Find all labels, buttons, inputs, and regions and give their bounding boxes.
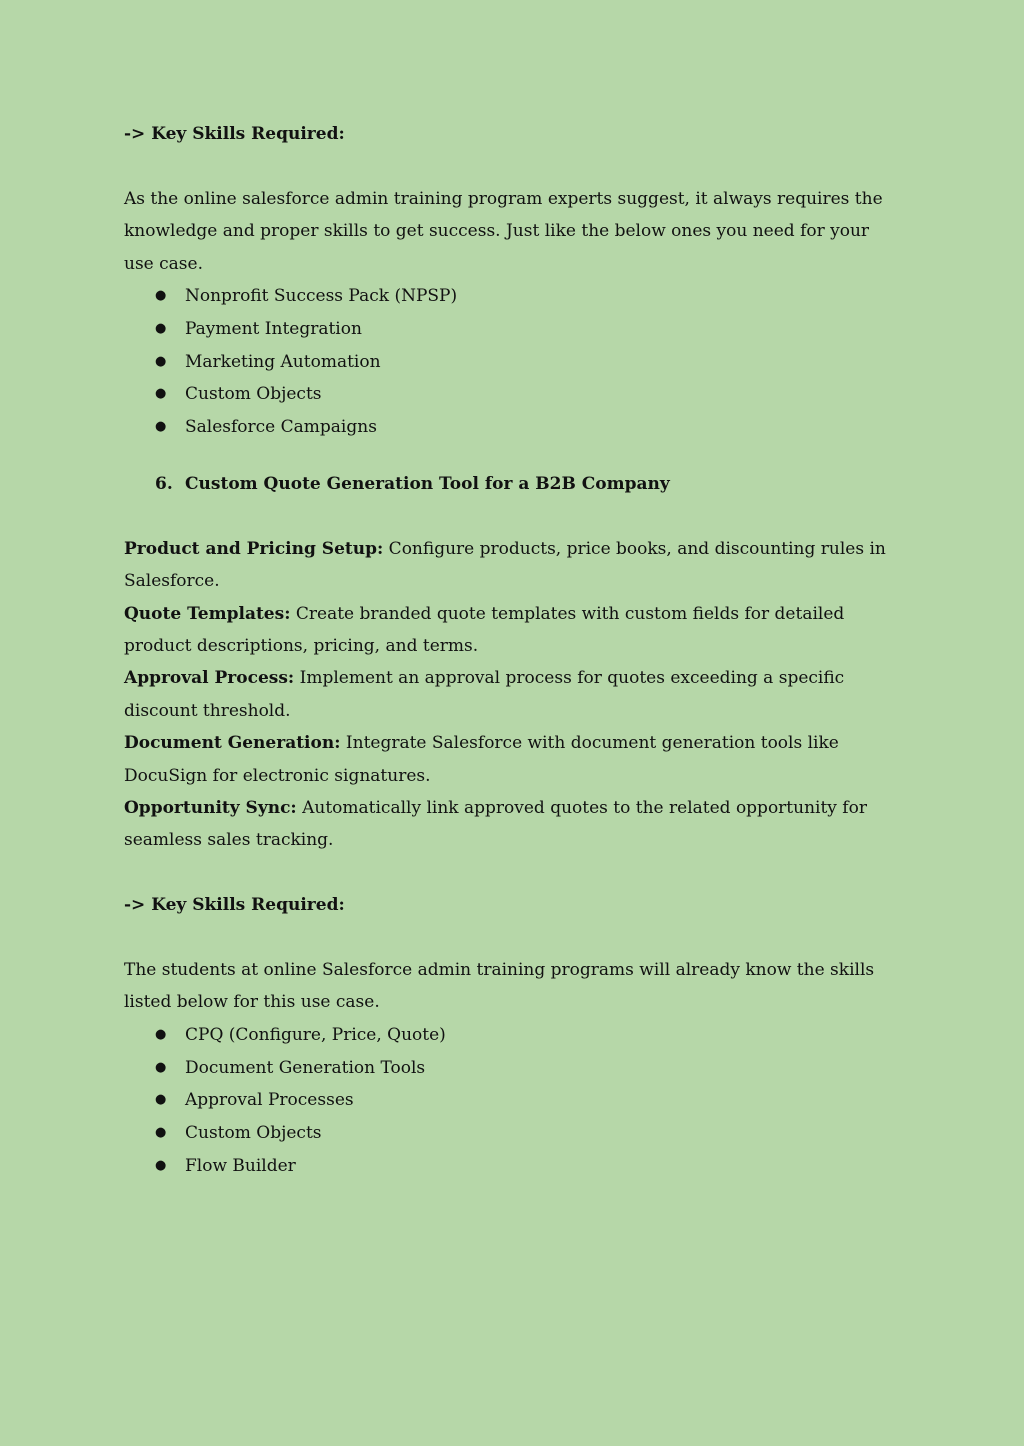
bullet-icon: ● bbox=[155, 353, 167, 369]
bullet-icon: ● bbox=[155, 1059, 167, 1075]
bullet-icon: ● bbox=[155, 1026, 167, 1042]
list-item-text: Custom Objects bbox=[185, 384, 322, 405]
list-item bbox=[124, 1117, 904, 1150]
list-item bbox=[124, 378, 904, 411]
project-detail bbox=[124, 598, 904, 663]
detail-text: Implement an approval process for quotes exceeding a specific discount threshold. bbox=[124, 668, 845, 721]
bullet-icon: ● bbox=[155, 419, 167, 435]
list-item bbox=[124, 1084, 904, 1117]
project-6-title bbox=[124, 468, 904, 500]
list-item bbox=[124, 280, 904, 313]
bullet-icon: ● bbox=[155, 1158, 167, 1174]
spacer bbox=[124, 922, 904, 954]
list-item-text: Payment Integration bbox=[185, 318, 362, 339]
project-detail bbox=[124, 792, 904, 857]
list-item bbox=[124, 1052, 904, 1085]
detail-text: Create branded quote templates with custom fields for detailed product descriptions, pricing, and terms. bbox=[124, 603, 845, 657]
spacer bbox=[124, 150, 904, 182]
detail-text: Automatically link approved quotes to the related opportunity for seamless sales tracking. bbox=[124, 798, 867, 851]
list-item bbox=[124, 346, 904, 379]
project-number: 6. bbox=[155, 474, 173, 494]
detail-label: Document Generation: bbox=[124, 733, 341, 754]
list-item bbox=[124, 1150, 904, 1183]
list-item-text: Marketing Automation bbox=[185, 351, 381, 372]
skills-list-2 bbox=[124, 1019, 904, 1183]
list-item-text: Nonprofit Success Pack (NPSP) bbox=[185, 286, 458, 307]
skills-list-1 bbox=[124, 280, 904, 444]
bullet-icon: ● bbox=[155, 386, 167, 402]
detail-label: Product and Pricing Setup: bbox=[124, 538, 384, 559]
detail-label: Opportunity Sync: bbox=[124, 798, 297, 819]
list-item-text: CPQ (Configure, Price, Quote) bbox=[185, 1024, 446, 1045]
list-item bbox=[124, 411, 904, 444]
bullet-icon: ● bbox=[155, 320, 167, 336]
key-skills-intro-1: As the online salesforce admin training program experts suggest, it always requires the knowledge and proper skills to get success. Just like the below ones you need for your use case. bbox=[124, 188, 883, 274]
detail-label: Quote Templates: bbox=[124, 603, 291, 624]
project-title-text: Custom Quote Generation Tool for a B2B Company bbox=[185, 474, 670, 494]
key-skills-heading-1: -> Key Skills Required: bbox=[124, 124, 345, 144]
list-item-text: Document Generation Tools bbox=[185, 1057, 426, 1078]
project-detail bbox=[124, 533, 904, 598]
list-item bbox=[124, 1019, 904, 1052]
list-item-text: Salesforce Campaigns bbox=[185, 417, 377, 438]
list-item-text: Approval Processes bbox=[185, 1090, 354, 1111]
list-item-text: Flow Builder bbox=[185, 1156, 296, 1177]
detail-text: Configure products, price books, and discounting rules in Salesforce. bbox=[124, 538, 886, 592]
detail-text: Integrate Salesforce with document generation tools like DocuSign for electronic signatures. bbox=[124, 733, 839, 786]
bullet-icon: ● bbox=[155, 1092, 167, 1108]
document-body bbox=[124, 118, 904, 1183]
project-detail bbox=[124, 662, 904, 727]
key-skills-heading-2: -> Key Skills Required: bbox=[124, 895, 345, 916]
project-detail bbox=[124, 727, 904, 792]
bullet-icon: ● bbox=[155, 1125, 167, 1141]
list-item bbox=[124, 313, 904, 346]
list-item-text: Custom Objects bbox=[185, 1123, 322, 1144]
spacer bbox=[124, 857, 904, 889]
key-skills-intro-2: The students at online Salesforce admin training programs will already know the skills listed below for this use case. bbox=[124, 960, 875, 1013]
bullet-icon: ● bbox=[155, 288, 167, 304]
spacer bbox=[124, 500, 904, 532]
detail-label: Approval Process: bbox=[124, 668, 295, 689]
